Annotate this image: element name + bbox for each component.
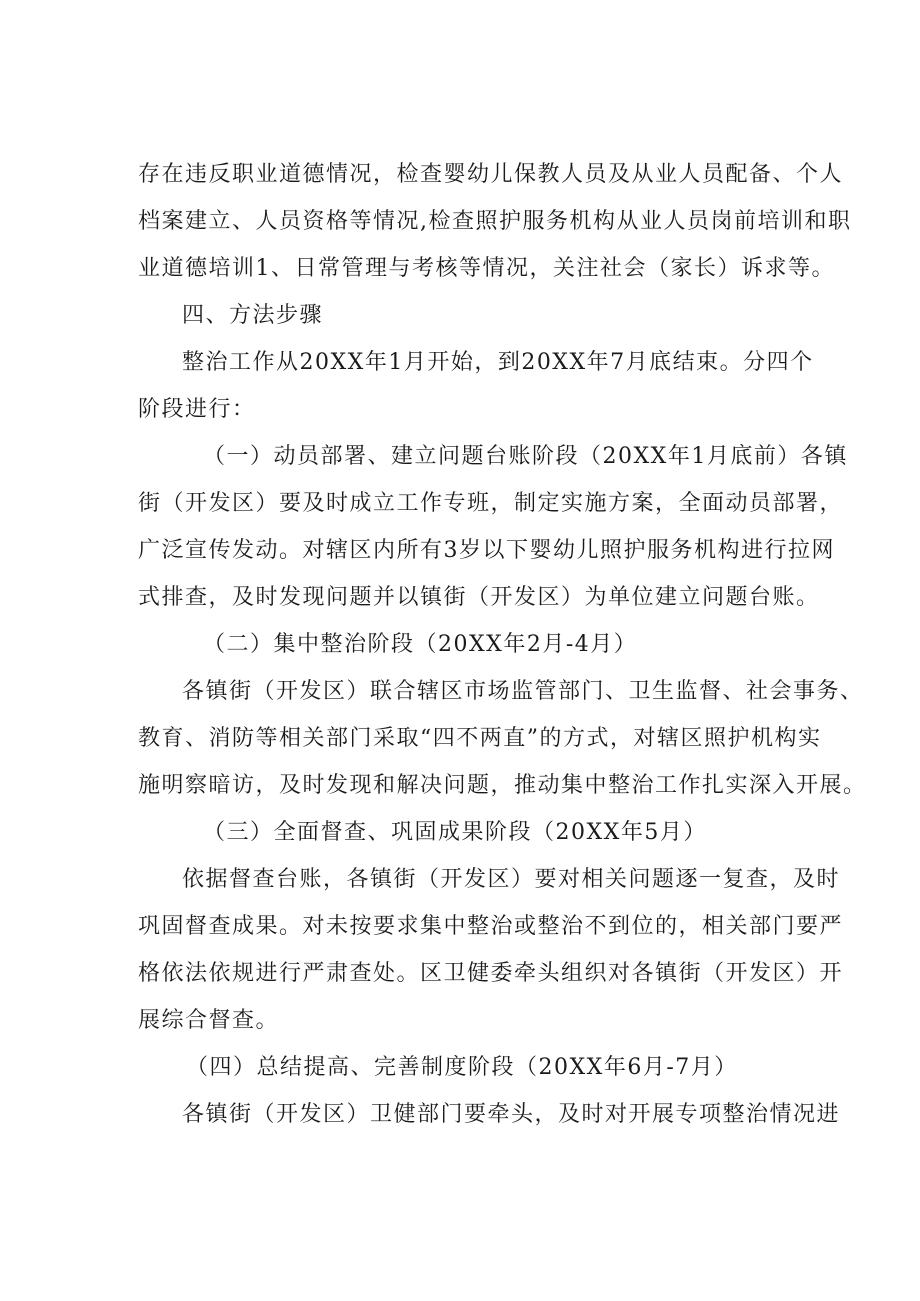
body-line: 施明察暗访，及时发现和解决问题，推动集中整治工作扎实深入开展。 [138,773,867,798]
paragraph-first-line: 各镇街（开发区）卫健部门要牵头，及时对开展专项整治情况进 [182,1102,841,1127]
body-line: 阶段进行： [138,397,256,422]
body-line: 教育、消防等相关部门采取“四不两直”的方式，对辖区照护机构实 [138,726,822,751]
body-line: 街（开发区）要及时成立工作专班，制定实施方案，全面动员部署， [138,491,844,516]
body-line: 巩固督查成果。对未按要求集中整治或整治不到位的，相关部门要严 [138,914,844,939]
body-line: 广泛宣传发动。对辖区内所有3岁以下婴幼儿照护服务机构进行拉网 [138,538,835,563]
subsection-heading: （二）集中整治阶段（20XX年2月-4月） [203,632,638,657]
body-line: 业道德培训1、日常管理与考核等情况，关注社会（家长）诉求等。 [138,256,835,281]
subsection-heading: （四）总结提高、完善制度阶段（20XX年6月-7月） [186,1055,738,1080]
subsection-heading: （一）动员部署、建立问题台账阶段（20XX年1月底前）各镇 [203,444,848,469]
subsection-heading: （三）全面督查、巩固成果阶段（20XX年5月） [203,820,707,845]
paragraph-first-line: 整治工作从20XX年1月开始，到20XX年7月底结束。分四个 [182,350,814,375]
body-line: 档案建立、人员资格等情况,检查照护服务机构从业人员岗前培训和职 [138,209,852,234]
body-line: 式排查，及时发现问题并以镇街（开发区）为单位建立问题台账。 [138,585,820,610]
paragraph-first-line: 各镇街（开发区）联合辖区市场监管部门、卫生监督、社会事务、 [182,679,864,704]
paragraph-first-line: 依据督查台账，各镇街（开发区）要对相关问题逐一复查，及时 [182,867,841,892]
section-heading: 四、方法步骤 [182,303,324,328]
body-line: 格依法依规进行严肃查处。区卫健委牵头组织对各镇街（开发区）开 [138,961,844,986]
body-line: 展综合督查。 [138,1008,280,1033]
body-line: 存在违反职业道德情况，检查婴幼儿保教人员及从业人员配备、个人 [138,162,844,187]
